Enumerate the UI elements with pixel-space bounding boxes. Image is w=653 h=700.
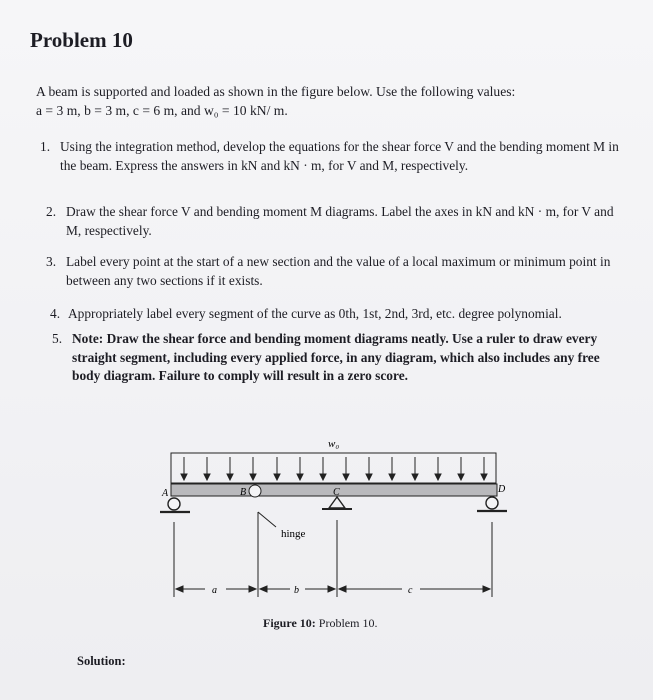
caption-text: Problem 10. xyxy=(318,616,378,630)
label-C: C xyxy=(333,487,340,498)
note-text: Draw the shear force and bending moment diagrams neatly. Use a ruler to draw every straight segment, including every applied force, in any diagram, which also includes any free body diagram. Failure to comply will result in a zero score. xyxy=(72,331,600,383)
dimension-arrows xyxy=(176,586,490,592)
support-A xyxy=(160,498,190,512)
label-B: B xyxy=(240,487,247,498)
item-text: Using the integration method, develop the equations for the shear force V and the bending moment M in the beam. Express the answers in kN and kN · m, for V and M, respectively. xyxy=(60,139,619,173)
hinge-circle xyxy=(249,485,261,497)
item-text: Label every point at the start of a new section and the value of a local maximum or minimum point in between any two sections if it exists. xyxy=(66,254,611,288)
support-D xyxy=(477,497,507,511)
dimension-b: b xyxy=(294,585,299,596)
intro-line-1: A beam is supported and loaded as shown in the figure below. Use the following values: xyxy=(36,84,516,99)
dimension-a: a xyxy=(212,585,217,596)
figure-caption xyxy=(263,616,377,631)
intro-line-2: a = 3 m, b = 3 m, c = 6 m, and w₀ = 10 kN/ m. xyxy=(36,103,288,118)
item-number: 2. xyxy=(46,204,57,219)
load-arrows xyxy=(181,457,487,480)
item-text: Appropriately label every segment of the curve as 0th, 1st, 2nd, 3rd, etc. degree polynomial. xyxy=(68,306,562,321)
dimension-extension-lines xyxy=(174,512,492,597)
item-number: 1. xyxy=(40,139,51,154)
label-D: D xyxy=(498,484,506,495)
note-label: Note: xyxy=(72,331,104,346)
solution-label: Solution: xyxy=(77,654,126,668)
item-number: 3. xyxy=(46,254,57,269)
dimension-c: c xyxy=(408,585,413,596)
caption-label: Figure 10: xyxy=(263,616,316,630)
load-label: w₀ xyxy=(328,438,340,450)
label-A: A xyxy=(162,488,169,499)
problem-title: Problem 10 xyxy=(30,28,133,52)
support-C xyxy=(322,497,352,509)
hinge-label: hinge xyxy=(281,528,306,540)
item-number: 5. xyxy=(52,331,63,346)
distributed-load-box xyxy=(171,453,496,483)
item-text: Draw the shear force V and bending moment M diagrams. Label the axes in kN and kN · m, for V and M, respectively. xyxy=(66,204,614,238)
item-number: 4. xyxy=(50,306,61,321)
